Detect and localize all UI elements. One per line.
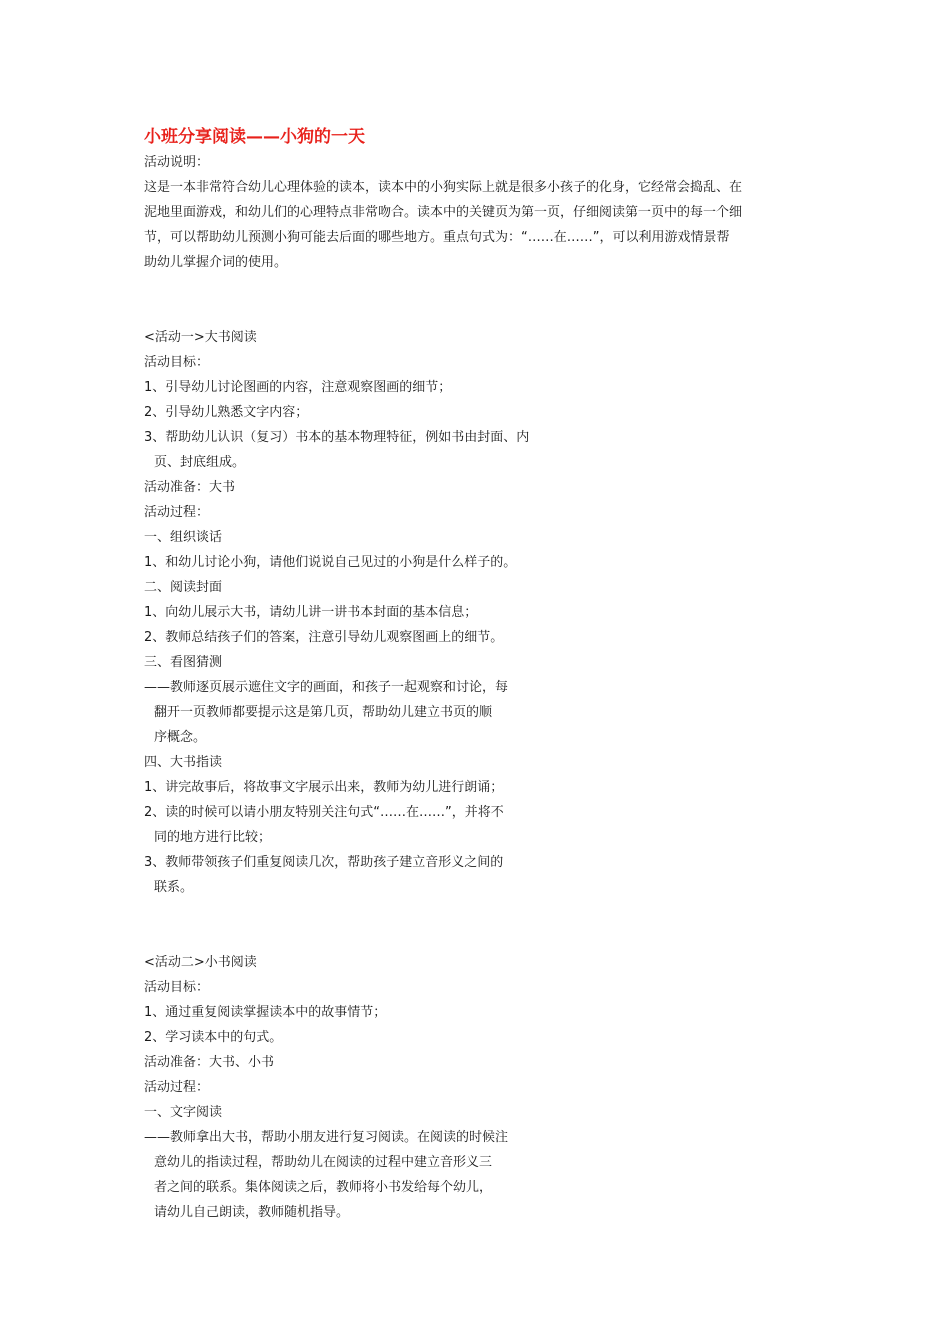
- activity1-goal: 2、引导幼儿熟悉文字内容；: [144, 405, 309, 420]
- activity2-step: 一、文字阅读: [144, 1105, 223, 1120]
- activity2-step-continued: 请幼儿自己朗读，教师随机指导。: [154, 1205, 350, 1220]
- activity1-prep: 活动准备：大书: [144, 480, 236, 495]
- activity1-step-continued: 同的地方进行比较；: [154, 830, 272, 845]
- activity1-step: 一、组织谈话: [144, 530, 223, 545]
- activity1-step: 3、教师带领孩子们重复阅读几次，帮助孩子建立音形义之间的: [144, 855, 504, 870]
- activity1-step: 1、和幼儿讨论小狗，请他们说说自己见过的小狗是什么样子的。: [144, 555, 517, 570]
- activity2-heading: <活动二>小书阅读: [144, 955, 257, 970]
- activity1-step: 1、讲完故事后，将故事文字展示出来，教师为幼儿进行朗诵；: [144, 780, 504, 795]
- intro-line: 泥地里面游戏，和幼儿们的心理特点非常吻合。读本中的关键页为第一页，仔细阅读第一页中的每一个细: [144, 205, 743, 220]
- document-title: 小班分享阅读——小狗的一天: [144, 127, 365, 147]
- activity1-goal: 3、帮助幼儿认识（复习）书本的基本物理特征，例如书由封面、内: [144, 430, 530, 445]
- document-page: [144, 124, 814, 1225]
- intro-heading: 活动说明：: [144, 155, 210, 170]
- section-spacer: [144, 275, 814, 325]
- activity1-process-heading: 活动过程：: [144, 505, 210, 520]
- activity2-step: ——教师拿出大书，帮助小朋友进行复习阅读。在阅读的时候注: [144, 1130, 509, 1145]
- activity1-step: 三、看图猜测: [144, 655, 223, 670]
- activity2-goal: 1、通过重复阅读掌握读本中的故事情节；: [144, 1005, 387, 1020]
- intro-line: 这是一本非常符合幼儿心理体验的读本，读本中的小狗实际上就是很多小孩子的化身，它经常会捣乱、在: [144, 180, 743, 195]
- activity2-prep: 活动准备：大书、小书: [144, 1055, 275, 1070]
- activity1-section: [144, 325, 814, 900]
- activity2-goal: 2、学习读本中的句式。: [144, 1030, 283, 1045]
- activity2-goal-heading: 活动目标：: [144, 980, 210, 995]
- section-spacer: [144, 900, 814, 950]
- activity1-heading: <活动一>大书阅读: [144, 330, 257, 345]
- activity1-step-continued: 翻开一页教师都要提示这是第几页，帮助幼儿建立书页的顺: [154, 705, 493, 720]
- activity1-goal: 1、引导幼儿讨论图画的内容，注意观察图画的细节；: [144, 380, 452, 395]
- activity2-process-heading: 活动过程：: [144, 1080, 210, 1095]
- activity1-step: 四、大书指读: [144, 755, 223, 770]
- activity1-step: ——教师逐页展示遮住文字的画面，和孩子一起观察和讨论，每: [144, 680, 509, 695]
- activity1-step: 1、向幼儿展示大书，请幼儿讲一讲书本封面的基本信息；: [144, 605, 478, 620]
- activity1-step-continued: 联系。: [154, 880, 194, 895]
- activity1-step-continued: 序概念。: [154, 730, 207, 745]
- activity1-goal-continued: 页、封底组成。: [154, 455, 246, 470]
- activity1-step: 二、阅读封面: [144, 580, 223, 595]
- activity1-step: 2、教师总结孩子们的答案，注意引导幼儿观察图画上的细节。: [144, 630, 504, 645]
- activity1-step: 2、读的时候可以请小朋友特别关注句式“……在……”，并将不: [144, 805, 504, 820]
- activity2-section: [144, 950, 814, 1225]
- activity2-step-continued: 者之间的联系。集体阅读之后，教师将小书发给每个幼儿，: [154, 1180, 493, 1195]
- intro-line: 节，可以帮助幼儿预测小狗可能去后面的哪些地方。重点句式为：“……在……”，可以利用游戏情景帮: [144, 230, 730, 245]
- activity2-step-continued: 意幼儿的指读过程，帮助幼儿在阅读的过程中建立音形义三: [154, 1155, 493, 1170]
- intro-line: 助幼儿掌握介词的使用。: [144, 255, 288, 270]
- intro-section: [144, 150, 814, 275]
- activity1-goal-heading: 活动目标：: [144, 355, 210, 370]
